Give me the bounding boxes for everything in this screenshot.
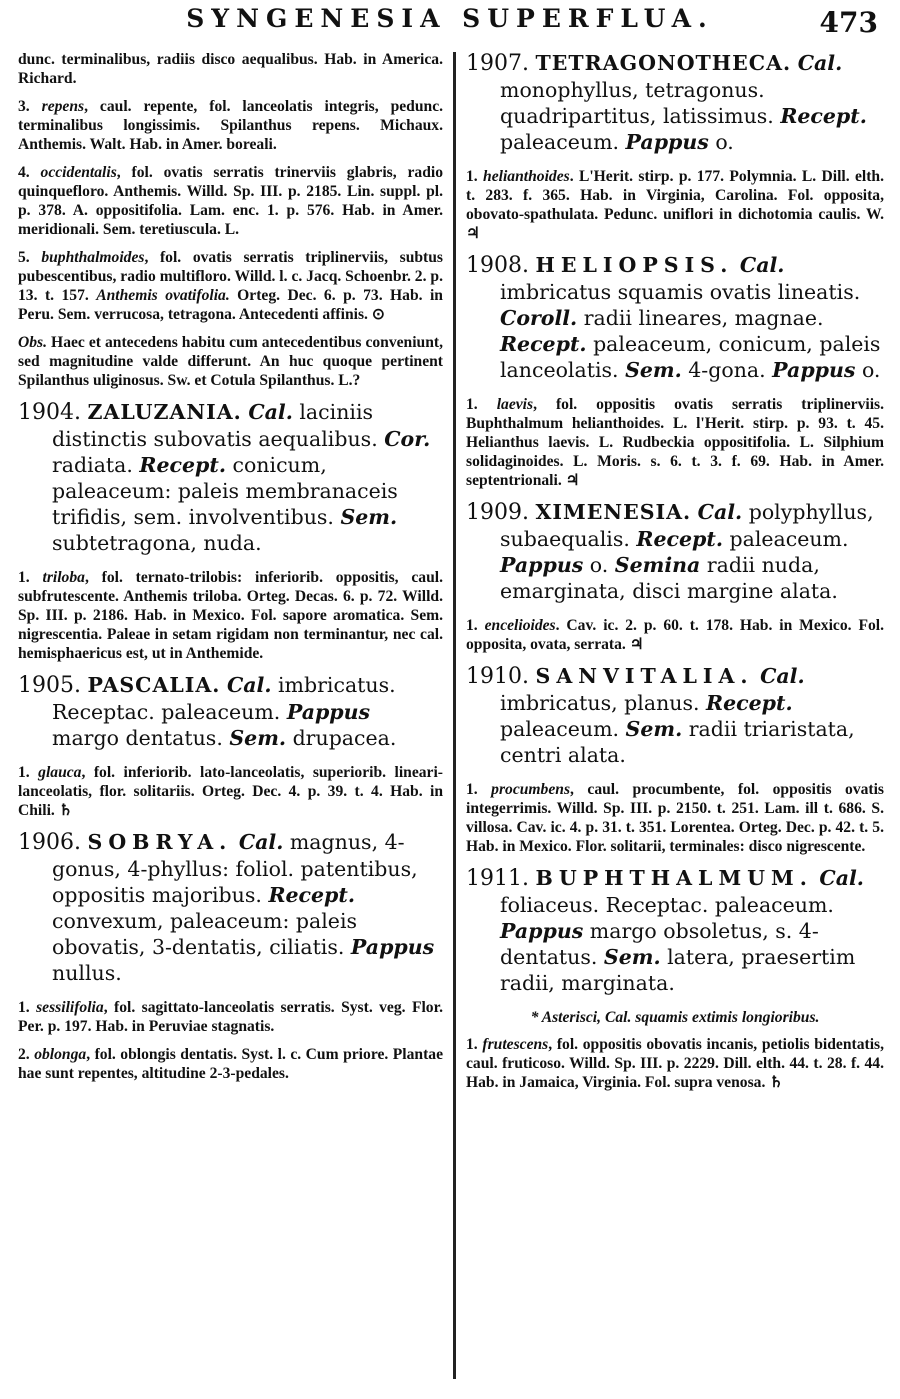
page-number: 473	[819, 6, 878, 39]
text-run: paleaceum.	[500, 717, 626, 741]
genus-entry	[466, 50, 884, 155]
text-run: magnus, 4-gonus, 4-phyllus: foliol. patentibus, oppositis majoribus.	[52, 830, 418, 907]
italic-text: Cal.	[739, 253, 785, 277]
species-entry	[466, 395, 884, 490]
italic-text: oblonga	[34, 1046, 87, 1063]
text-run: margo dentatus.	[52, 726, 230, 750]
italic-text: Pappus	[772, 358, 856, 382]
italic-text: buphthalmoides	[41, 249, 145, 266]
italic-text: Cal.	[248, 400, 293, 424]
text-run: radii triaristata, centri alata.	[500, 717, 855, 767]
italic-text: Recept.	[500, 332, 587, 356]
italic-text: laevis	[496, 396, 534, 413]
text-run: paleaceum.	[500, 130, 626, 154]
genus-entry	[18, 672, 443, 751]
text-run: , fol. ternato-trilobis: inferiorib. oppositis, caul. subfrutescente. Anthemis triloba. Orteg. Decas. 6. p. 72. Willd. Sp. III. p. 2186. Hab. in Mexico. Fol. sapore aromatica. Sem. nigrescentia. Paleae in setam rigidam non terminantur, nec cal. hemisphaericus est, ut in Anthemide.	[18, 569, 443, 662]
text-run: 5.	[18, 249, 42, 266]
genus-name: PASCALIA.	[87, 673, 221, 697]
italic-text: Pappus	[500, 553, 584, 577]
italic-text: sessilifolia	[36, 999, 104, 1016]
text-run: 4-gona.	[681, 358, 773, 382]
text-run: imbricatus. Receptac. paleaceum.	[52, 673, 396, 724]
text-run: , fol. sagittato-lanceolatis serratis. Syst. veg. Flor. Per. p. 197. Hab. in Peruviae stagnatis.	[18, 999, 443, 1035]
species-entry	[18, 50, 443, 88]
species-entry	[466, 167, 884, 243]
text-run: . Cav. ic. 2. p. 60. t. 178. Hab. in Mexico. Fol. opposita, ovata, serrata. ♃	[466, 617, 884, 653]
genus-entry	[466, 499, 884, 604]
text-run: laciniis distinctis subovatis aequalibus.	[52, 400, 385, 451]
italic-text: Semina	[614, 553, 701, 577]
genus-name: BUPHTHALMUM.	[535, 866, 813, 890]
text-run: 1.	[466, 781, 492, 798]
italic-text: Sem.	[603, 945, 661, 969]
italic-text: Cal.	[238, 830, 284, 854]
italic-text: Recept.	[706, 691, 793, 715]
italic-text: Recept.	[780, 104, 867, 128]
italic-text: Pappus	[350, 935, 435, 959]
text-run: 1.	[466, 1036, 483, 1053]
text-run: paleaceum, conicum, paleis lanceolatis.	[500, 332, 881, 382]
page-header	[0, 0, 900, 50]
genus-entry	[466, 663, 884, 768]
italic-text: procumbens	[491, 781, 571, 798]
italic-text: triloba	[42, 569, 85, 586]
genus-entry	[18, 829, 443, 986]
genus-entry	[466, 865, 884, 996]
italic-text: glauca	[38, 764, 82, 781]
genus-name: TETRAGONOTHECA.	[535, 51, 792, 75]
genus-name: SANVITALIA.	[535, 664, 754, 688]
genus-entry	[18, 399, 443, 556]
text-run: foliaceus. Receptac. paleaceum.	[500, 893, 834, 917]
italic-text: Sem.	[229, 726, 287, 750]
text-run: Haec et antecedens habitu cum antecedentibus conveniunt, sed magnitudine valde differunt. An huc quoque pertinent Spilanthus uliginosus. Sw. et Cotula Spilanthus. L.?	[18, 334, 443, 389]
text-run: imbricatus squamis ovatis lineatis.	[500, 280, 861, 304]
italic-text: Cal.	[697, 500, 743, 524]
italic-text: Pappus	[286, 700, 371, 724]
text-run: radii lineares, magnae.	[577, 306, 824, 330]
text-run: 1.	[466, 396, 497, 413]
genus-number: 1904.	[18, 400, 81, 425]
italic-text: Pappus	[625, 130, 709, 154]
species-entry	[18, 248, 443, 324]
text-run: o.	[708, 130, 734, 154]
text-run: , fol. ovatis serratis trinerviis glabris, radio quinquefloro. Anthemis. Willd. Sp. III. p. 2185. Lin. suppl. pl. p. 378. A. oppositifolia. Lam. enc. 1. p. 576. Hab. in Amer. meridionali. Sem. teretiuscula. L.	[18, 164, 443, 238]
species-entry	[18, 163, 443, 239]
text-run: Orteg. Dec. 6. p. 73. Hab. in Peru. Sem. verrucosa, tetragona. Antecedenti affinis. ⊙	[18, 287, 443, 323]
text-run: , fol. oppositis obovatis incanis, petiolis bidentatis, caul. fruticoso. Willd. Sp. III. p. 2229. Dill. elth. 44. t. 28. f. 44. Hab. in Jamaica, Virginia. Fol. supra venosa. ♄	[466, 1036, 884, 1091]
text-run: 1.	[18, 764, 39, 781]
text-run: 1.	[18, 569, 43, 586]
text-run: o.	[583, 553, 615, 577]
section-heading: * Asterisci, Cal. squamis extimis longioribus.	[530, 1009, 820, 1026]
species-entry	[18, 333, 443, 390]
left-column	[18, 50, 443, 1395]
italic-text: occidentalis	[40, 164, 117, 181]
italic-text: Recept.	[636, 527, 723, 551]
italic-text: Coroll.	[500, 306, 578, 330]
column-rule	[453, 52, 456, 1379]
text-run: , fol. ovatis serratis triplinerviis, subtus pubescentibus, radio multifloro. Willd. l. c. Jacq. Schoenbr. 2. p. 13. t. 157.	[18, 249, 443, 304]
italic-text: Recept.	[268, 883, 355, 907]
text-run: , fol. oblongis dentatis. Syst. l. c. Cum priore. Plantae hae sunt repentes, altitudine 2-3-pedales.	[18, 1046, 443, 1082]
italic-text: Sem.	[625, 717, 683, 741]
genus-number: 1906.	[18, 830, 81, 855]
genus-number: 1905.	[18, 673, 81, 698]
text-run: 4.	[18, 164, 41, 181]
text-run: 2.	[18, 1046, 35, 1063]
italic-text: Obs.	[18, 334, 48, 351]
genus-name: HELIOPSIS.	[535, 253, 734, 277]
italic-text: Cal.	[760, 664, 805, 688]
italic-text: frutescens	[482, 1036, 549, 1053]
genus-entry	[466, 252, 884, 383]
species-entry	[18, 97, 443, 154]
italic-text: Cal.	[226, 673, 272, 697]
text-run: radiata.	[52, 453, 140, 477]
running-head: SYNGENESIA SUPERFLUA.	[186, 4, 714, 33]
species-entry	[466, 780, 884, 856]
italic-text: Pappus	[500, 919, 584, 943]
genus-number: 1909.	[466, 500, 529, 525]
text-run: 1.	[466, 617, 485, 634]
text-run: polyphyllus, subaequalis.	[500, 500, 874, 551]
text-run: drupacea.	[286, 726, 397, 750]
species-entry	[466, 1035, 884, 1092]
italic-text: helianthoides	[483, 168, 570, 185]
text-run: margo obsoletus, s. 4-dentatus.	[500, 919, 819, 969]
genus-name: XIMENESIA.	[535, 500, 692, 524]
species-entry	[18, 763, 443, 820]
italic-text: Sem.	[340, 505, 398, 529]
text-run: . L'Herit. stirp. p. 177. Polymnia. L. Dill. elth. t. 283. f. 365. Hab. in Virginia, Carolina. Fol. opposita, obovato-spathulata. Pedunc. uniflori in dichotomia caulis. W. ♃	[466, 168, 884, 242]
species-entry	[18, 1045, 443, 1083]
text-run: conicum, paleaceum: paleis membranaceis trifidis, sem. involventibus.	[52, 453, 398, 529]
species-entry	[18, 998, 443, 1036]
genus-number: 1908.	[466, 253, 529, 278]
genus-number: 1911.	[466, 866, 529, 891]
italic-text: Cal.	[819, 866, 864, 890]
text-run: 3.	[18, 98, 42, 115]
genus-name: SOBRYA.	[87, 830, 233, 854]
text-run: , caul. repente, fol. lanceolatis integris, pedunc. terminalibus longissimis. Spilanthus repens. Michaux. Anthemis. Walt. Hab. in Amer. boreali.	[18, 98, 443, 153]
genus-name: ZALUZANIA.	[87, 400, 242, 424]
italic-text: Anthemis ovatifolia.	[96, 287, 230, 304]
italic-text: Cal.	[797, 51, 843, 75]
text-run: , fol. oppositis ovatis serratis triplinerviis. Buphthalmum helianthoides. L. l'Herit. stirp. p. 93. t. 45. Helianthus laevis. L. Rudbeckia oppositifolia. L. Silphium solidaginoides. L. Moris. s. 6. t. 3. f. 69. Hab. in Amer. septentrionali. ♃	[466, 396, 884, 489]
text-run: nullus.	[52, 961, 122, 985]
text-run: latera, praesertim radii, marginata.	[500, 945, 856, 995]
text-run: radii nuda, emarginata, disci margine alata.	[500, 553, 838, 603]
text-run: , fol. inferiorib. lato-lanceolatis, superiorib. lineari-lanceolatis, flor. solitariis. Orteg. Dec. 4. p. 39. t. 4. Hab. in Chili. ♄	[18, 764, 443, 819]
species-entry	[466, 616, 884, 654]
italic-text: Cor.	[384, 427, 431, 451]
genus-number: 1907.	[466, 51, 529, 76]
italic-text: encelioides	[484, 617, 556, 634]
italic-text: repens	[41, 98, 85, 115]
genus-number: 1910.	[466, 664, 529, 689]
text-run: dunc. terminalibus, radiis disco aequalibus. Hab. in America. Richard.	[18, 51, 443, 87]
text-run: 1.	[18, 999, 37, 1016]
text-run: paleaceum.	[722, 527, 849, 551]
right-column	[466, 50, 884, 1395]
text-run: imbricatus, planus.	[500, 691, 707, 715]
italic-text: Sem.	[625, 358, 682, 382]
italic-text: Recept.	[139, 453, 226, 477]
text-run: 1.	[466, 168, 484, 185]
text-run: monophyllus, tetragonus. quadripartitus, latissimus.	[500, 78, 781, 128]
species-entry	[18, 568, 443, 663]
text-run: subtetragona, nuda.	[52, 531, 262, 555]
text-run: convexum, paleaceum: paleis obovatis, 3-dentatis, ciliatis.	[52, 909, 358, 959]
text-run: o.	[855, 358, 881, 382]
text-run: , caul. procumbente, fol. oppositis ovatis integerrimis. Willd. Sp. III. p. 2150. t. 251. Lam. ill t. 686. S. villosa. Cav. ic. 4. p. 31. t. 351. Lorentea. Orteg. Dec. p. 42. t. 5. Hab. in Mexico. Flor. solitarii, terminales: disco nigrescente.	[466, 781, 884, 855]
